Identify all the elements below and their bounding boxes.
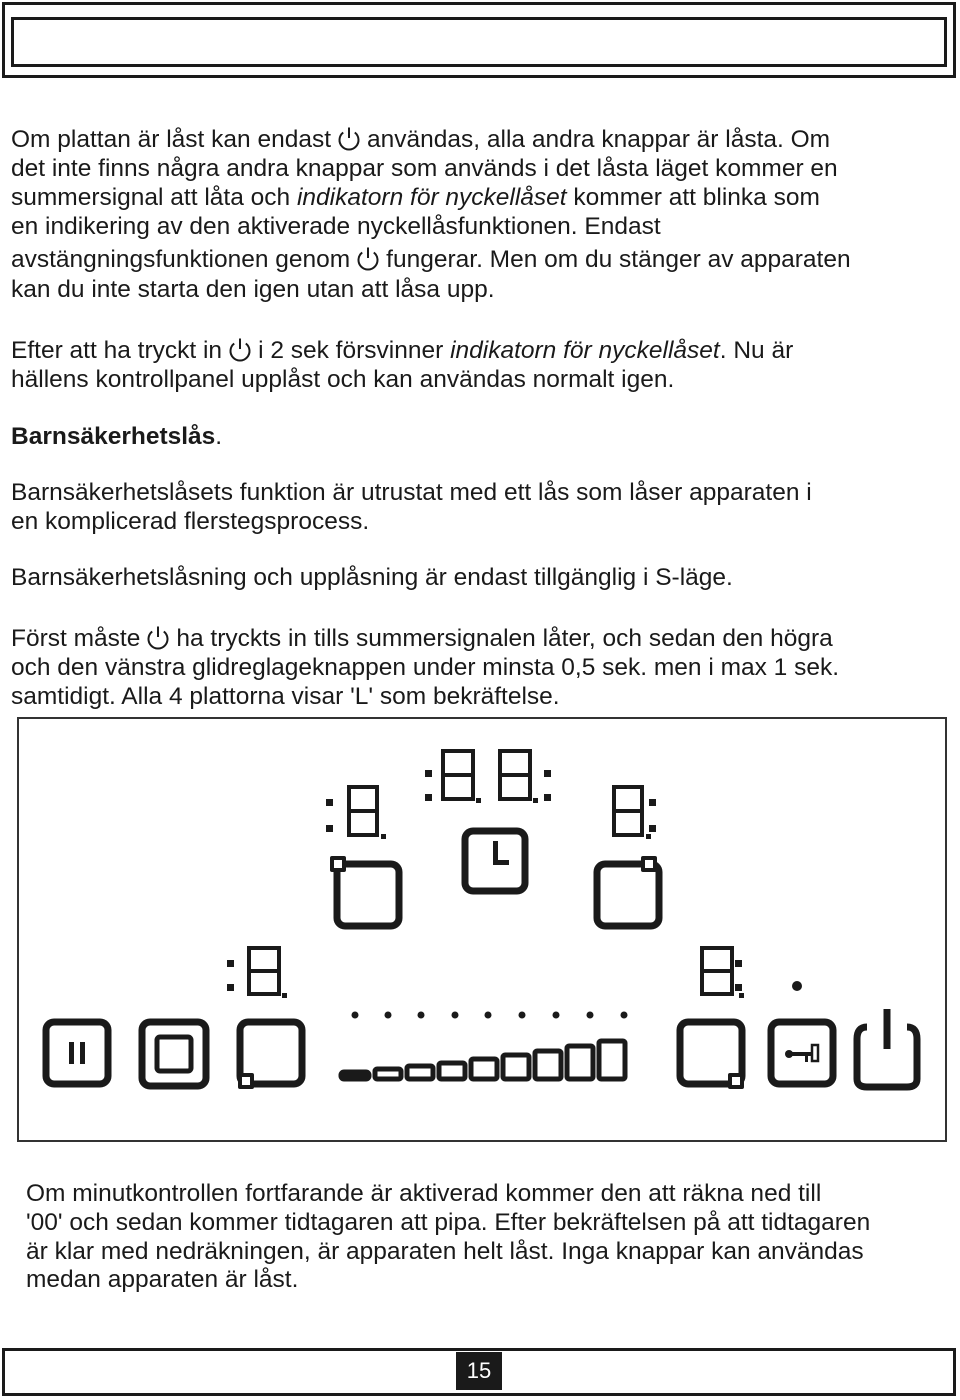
p1-text-b: användas, alla andra knappar är låsta. Om bbox=[367, 126, 831, 153]
p1-text-d: kommer att blinka som bbox=[566, 184, 820, 211]
page-number: 15 bbox=[456, 1352, 502, 1390]
boost-icon bbox=[142, 1022, 206, 1086]
control-panel-svg bbox=[19, 719, 945, 1140]
power-icon bbox=[226, 336, 254, 364]
p3-line1: Barnsäkerhetslåsets funktion är utrustat med ett lås som låser apparaten i bbox=[11, 479, 812, 506]
p1-text-f: fungerar. Men om du stänger av apparaten bbox=[386, 246, 851, 273]
p1-line3 bbox=[11, 183, 820, 212]
p1-text-e: avstängningsfunktionen genom bbox=[11, 246, 351, 273]
p2-line2: hällens kontrollpanel upplåst och kan användas normalt igen. bbox=[11, 366, 675, 393]
header-frame bbox=[2, 2, 956, 78]
p6-line2: '00' och sedan kommer tidtagaren att pipa. Efter bekräftelsen på att tidtagaren bbox=[26, 1209, 871, 1236]
p1-line6: kan du inte starta den igen utan att låsa upp. bbox=[11, 276, 495, 303]
bottom-buttons bbox=[46, 1009, 917, 1087]
p5-text-b: ha tryckts in tills summersignalen låter, och sedan den högra bbox=[176, 625, 833, 652]
p1-line5 bbox=[11, 245, 851, 274]
p4-line1: Barnsäkerhetslåsning och upplåsning är endast tillgänglig i S-läge. bbox=[11, 564, 733, 591]
p2-italic-indicator: indikatorn för nyckellåset bbox=[450, 337, 720, 364]
p6-line1: Om minutkontrollen fortfarande är aktiverad kommer den att räkna ned till bbox=[26, 1180, 822, 1207]
p6-line3: är klar med nedräkningen, är apparaten helt låst. Inga knappar kan användas bbox=[26, 1238, 864, 1265]
heading-dot: . bbox=[215, 423, 223, 450]
display-colons bbox=[227, 770, 802, 998]
p5-text-a: Först måste bbox=[11, 625, 141, 652]
control-panel-illustration bbox=[17, 717, 947, 1142]
p1-line2: det inte finns några andra knappar som används i det låsta läget kommer en bbox=[11, 155, 838, 182]
p1-italic-indicator: indikatorn för nyckellåset bbox=[296, 184, 567, 211]
p6-line4: medan apparaten är låst. bbox=[26, 1266, 299, 1293]
slider-dots bbox=[352, 1012, 628, 1019]
heading-child-lock bbox=[11, 422, 222, 451]
p1-line1 bbox=[11, 125, 830, 154]
pause-icon bbox=[46, 1022, 108, 1084]
power-icon bbox=[354, 245, 382, 273]
p5-line1 bbox=[11, 624, 833, 653]
header-inner-frame bbox=[11, 17, 947, 67]
p5-line3: samtidigt. Alla 4 plattorna visar 'L' som bekräftelse. bbox=[11, 683, 560, 710]
p3-line2: en komplicerad flerstegsprocess. bbox=[11, 508, 370, 535]
zone-icon bbox=[337, 864, 399, 926]
p1-line4: en indikering av den aktiverade nyckellåsfunktionen. Endast bbox=[11, 213, 661, 240]
p2-line1 bbox=[11, 336, 793, 365]
power-icon bbox=[144, 624, 172, 652]
p2-text-b: i 2 sek försvinner bbox=[258, 337, 451, 364]
zone-icon bbox=[597, 864, 659, 926]
p2-text-c: . Nu är bbox=[719, 337, 794, 364]
p1-text-a: Om plattan är låst kan endast bbox=[11, 126, 332, 153]
p5-line2: och den vänstra glidreglageknappen under minsta 0,5 sek. men i max 1 sek. bbox=[11, 654, 840, 681]
heading-text: Barnsäkerhetslås bbox=[11, 423, 216, 450]
slider-icon bbox=[341, 1041, 625, 1079]
p1-text-c: summersignal att låta och bbox=[11, 184, 297, 211]
power-icon bbox=[335, 125, 363, 153]
p2-text-a: Efter att ha tryckt in bbox=[11, 337, 223, 364]
